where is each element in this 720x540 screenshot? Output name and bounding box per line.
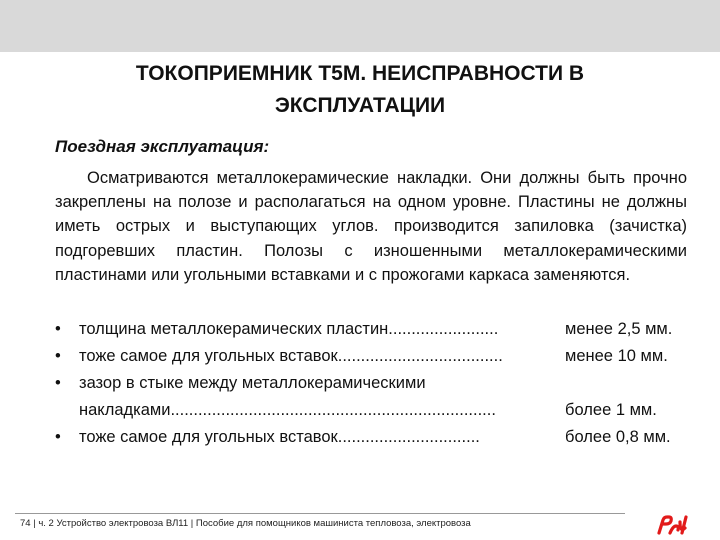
list-item xyxy=(55,316,690,343)
page-title xyxy=(60,58,660,122)
list-item xyxy=(55,424,690,451)
list-item-text: тоже самое для угольных вставок............................... xyxy=(79,428,480,446)
rzd-logo-icon xyxy=(656,514,690,536)
bullet-marker: • xyxy=(55,347,61,365)
list-item-value: более 0,8 мм. xyxy=(565,428,671,446)
list-item-text: тоже самое для угольных вставок.................................... xyxy=(79,347,503,365)
footer-divider xyxy=(15,513,625,514)
bullet-marker: • xyxy=(55,320,61,338)
list-item-value: менее 10 мм. xyxy=(565,347,668,365)
list-item-value: более 1 мм. xyxy=(565,401,657,419)
list-item-text-block xyxy=(79,370,565,424)
spec-list xyxy=(55,316,690,451)
title-line-1: ТОКОПРИЕМНИК Т5М. НЕИСПРАВНОСТИ В xyxy=(135,62,585,85)
list-item xyxy=(55,370,690,424)
bullet-marker: • xyxy=(55,374,61,392)
list-item-text-continued: накладками....................................................................... xyxy=(79,401,496,419)
footer-text: 74 | ч. 2 Устройство электровоза ВЛ11 | Пособие для помощников машиниста тепловоза, электровоза xyxy=(20,518,471,529)
title-line-2: ЭКСПЛУАТАЦИИ xyxy=(274,94,446,117)
list-item-value: менее 2,5 мм. xyxy=(565,320,673,338)
list-item-text: зазор в стыке между металлокерамическими xyxy=(79,374,426,392)
list-item-text: толщина металлокерамических пластин........................ xyxy=(79,320,499,338)
list-item xyxy=(55,343,690,370)
bullet-marker: • xyxy=(55,428,61,446)
section-subtitle: Поездная эксплуатация: xyxy=(55,137,270,156)
header-band xyxy=(0,0,720,52)
body-paragraph: Осматриваются металлокерамические накладки. Они должны быть прочно закреплены на полозе и располагаться на одном уровне. Пластины не должны иметь острых и выступающих углов. производится запиловка (зачистка) подгоревших пластин. Полозы с изношенными металлокерамическими пластинами или угольными вставками и с прожогами каркаса заменяются. xyxy=(55,169,687,284)
